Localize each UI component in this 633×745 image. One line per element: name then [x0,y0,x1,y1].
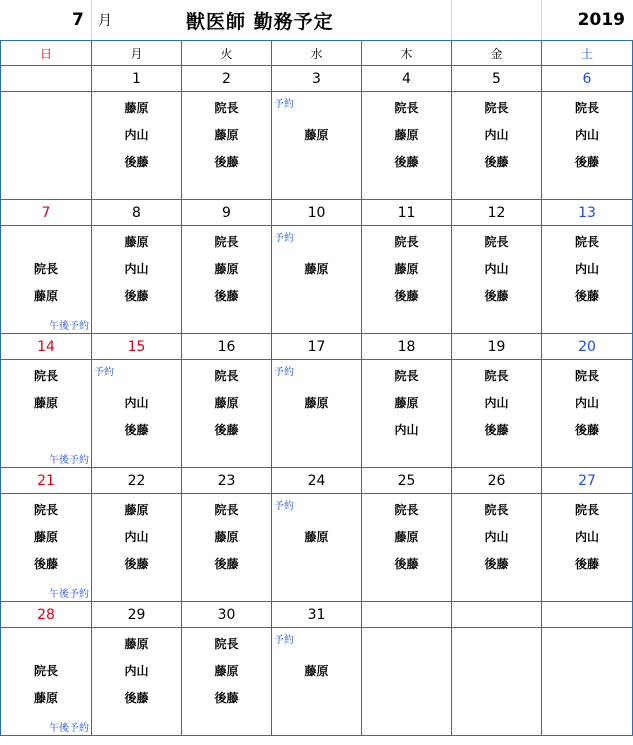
date-number: 4 [362,66,452,92]
date-number: 10 [272,200,362,226]
date-number: 13 [542,200,633,226]
day-cell [452,494,542,602]
staff-name: 後藤 [124,289,149,303]
date-row [1,200,633,226]
staff-name: 院長 [214,101,239,115]
staff-name: 藤原 [304,262,329,276]
weekday-saturday: 土 [542,41,633,66]
date-row [1,334,633,360]
staff-name: 院長 [484,101,509,115]
date-number: 29 [92,602,182,628]
staff-name: 藤原 [214,530,239,544]
day-cell [272,360,362,468]
staff-name: 後藤 [394,155,419,169]
staff-name: 院長 [214,503,239,517]
date-number: 22 [92,468,182,494]
staff-name: 院長 [484,235,509,249]
staff-name: 院長 [574,101,599,115]
staff-name: 藤原 [124,503,149,517]
staff-name [1,229,91,256]
staff-name: 院長 [214,235,239,249]
staff-name: 後藤 [394,289,419,303]
staff-name: 院長 [394,503,419,517]
date-number [542,602,633,628]
day-cell [272,628,362,736]
staff-name: 後藤 [214,155,239,169]
day-cell [182,494,272,602]
day-cell [542,92,633,200]
header-divider [91,0,92,40]
weekday-friday: 金 [452,41,542,66]
day-cell [92,226,182,334]
date-number: 16 [182,334,272,360]
staff-name: 院長 [33,664,58,678]
staff-row [1,494,633,602]
header-divider [451,0,452,40]
reservation-note: 予約 [274,635,294,646]
day-cell [92,360,182,468]
staff-name: 内山 [484,262,509,276]
day-cell [1,92,92,200]
staff-name: 後藤 [484,423,509,437]
date-number: 18 [362,334,452,360]
staff-name: 後藤 [124,557,149,571]
staff-name: 内山 [484,396,509,410]
day-cell [1,628,92,736]
date-number: 27 [542,468,633,494]
staff-name: 院長 [394,101,419,115]
date-number [452,602,542,628]
date-number: 31 [272,602,362,628]
staff-name: 後藤 [33,557,58,571]
staff-row [1,226,633,334]
staff-name: 後藤 [124,691,149,705]
staff-name: 藤原 [304,128,329,142]
day-cell [1,494,92,602]
staff-name: 院長 [214,637,239,651]
staff-name: 院長 [33,503,58,517]
staff-name: 藤原 [214,396,239,410]
date-number: 1 [92,66,182,92]
day-cell [272,494,362,602]
day-cell [182,92,272,200]
staff-row [1,92,633,200]
day-cell [362,628,452,736]
staff-name: 院長 [574,235,599,249]
staff-name: 後藤 [574,423,599,437]
day-cell [92,628,182,736]
year: 2019 [577,10,625,30]
staff-row [1,628,633,736]
date-number: 30 [182,602,272,628]
schedule-calendar [0,40,633,736]
staff-name: 内山 [124,530,149,544]
weekday-sunday: 日 [1,41,92,66]
staff-name: 後藤 [214,557,239,571]
staff-name: 藤原 [394,396,419,410]
staff-name: 内山 [394,423,419,437]
staff-name: 後藤 [214,289,239,303]
weekday-wednesday: 水 [272,41,362,66]
staff-name: 藤原 [394,128,419,142]
staff-name: 藤原 [304,664,329,678]
day-cell [542,628,633,736]
day-cell [272,226,362,334]
day-cell [542,226,633,334]
date-number: 3 [272,66,362,92]
staff-name: 後藤 [124,423,149,437]
staff-name: 藤原 [33,396,58,410]
date-number: 21 [1,468,92,494]
date-row [1,602,633,628]
staff-name: 院長 [574,369,599,383]
staff-name: 後藤 [484,289,509,303]
afternoon-reservation-note: 午後予約 [49,321,89,332]
staff-name: 後藤 [394,557,419,571]
staff-name: 院長 [33,369,58,383]
day-cell [362,92,452,200]
day-cell [182,360,272,468]
staff-name: 院長 [484,369,509,383]
header-divider [541,0,542,40]
staff-name: 内山 [124,128,149,142]
date-number: 28 [1,602,92,628]
date-number: 5 [452,66,542,92]
staff-name: 後藤 [124,155,149,169]
staff-name: 後藤 [574,289,599,303]
staff-name: 藤原 [304,396,329,410]
staff-name: 藤原 [214,664,239,678]
day-cell [542,360,633,468]
date-number: 6 [542,66,633,92]
staff-name: 院長 [394,235,419,249]
staff-name: 内山 [124,262,149,276]
staff-name: 藤原 [33,691,58,705]
day-cell [182,226,272,334]
afternoon-reservation-note: 午後予約 [49,723,89,734]
month-unit: 月 [98,13,112,29]
staff-name: 藤原 [124,101,149,115]
staff-name: 院長 [33,262,58,276]
staff-name: 藤原 [124,637,149,651]
staff-name: 藤原 [214,128,239,142]
weekday-tuesday: 火 [182,41,272,66]
staff-name: 藤原 [394,530,419,544]
staff-name: 後藤 [214,691,239,705]
weekday-monday: 月 [92,41,182,66]
weekday-thursday: 木 [362,41,452,66]
date-number: 12 [452,200,542,226]
date-row [1,468,633,494]
day-cell [1,226,92,334]
staff-name: 藤原 [214,262,239,276]
staff-name: 藤原 [304,530,329,544]
staff-name: 院長 [394,369,419,383]
staff-name [1,631,91,658]
date-number: 11 [362,200,452,226]
staff-name: 院長 [214,369,239,383]
date-number: 14 [1,334,92,360]
date-number: 17 [272,334,362,360]
staff-name: 内山 [574,128,599,142]
staff-name: 内山 [484,530,509,544]
weekday-header-row [1,41,633,66]
month-number: 7 [72,10,84,30]
date-number: 2 [182,66,272,92]
date-row [1,66,633,92]
date-number: 24 [272,468,362,494]
date-number: 15 [92,334,182,360]
day-cell [272,92,362,200]
reservation-note: 予約 [274,99,294,110]
reservation-note: 予約 [94,367,114,378]
staff-name: 院長 [574,503,599,517]
staff-name: 後藤 [574,557,599,571]
afternoon-reservation-note: 午後予約 [49,589,89,600]
day-cell [182,628,272,736]
staff-name: 藤原 [124,235,149,249]
date-number: 8 [92,200,182,226]
reservation-note: 予約 [274,501,294,512]
day-cell [452,226,542,334]
day-cell [542,494,633,602]
date-number: 26 [452,468,542,494]
staff-name: 内山 [574,396,599,410]
staff-name: 内山 [484,128,509,142]
staff-row [1,360,633,468]
staff-name: 内山 [124,396,149,410]
date-number: 9 [182,200,272,226]
day-cell [92,92,182,200]
staff-name: 藤原 [33,530,58,544]
staff-name: 藤原 [394,262,419,276]
date-number: 23 [182,468,272,494]
staff-name: 後藤 [484,155,509,169]
staff-name: 後藤 [484,557,509,571]
day-cell [1,360,92,468]
page-title: 獣医師 勤務予定 [186,10,334,33]
reservation-note: 予約 [274,233,294,244]
day-cell [452,360,542,468]
staff-name: 内山 [574,530,599,544]
staff-name: 内山 [124,664,149,678]
date-number: 20 [542,334,633,360]
staff-name: 院長 [484,503,509,517]
date-number: 25 [362,468,452,494]
day-cell [92,494,182,602]
staff-name: 内山 [574,262,599,276]
staff-name: 後藤 [574,155,599,169]
day-cell [362,494,452,602]
date-number: 19 [452,334,542,360]
date-number: 7 [1,200,92,226]
staff-name: 藤原 [33,289,58,303]
staff-name: 後藤 [214,423,239,437]
afternoon-reservation-note: 午後予約 [49,455,89,466]
day-cell [452,628,542,736]
day-cell [452,92,542,200]
date-number [1,66,92,92]
reservation-note: 予約 [274,367,294,378]
day-cell [362,360,452,468]
date-number [362,602,452,628]
day-cell [362,226,452,334]
